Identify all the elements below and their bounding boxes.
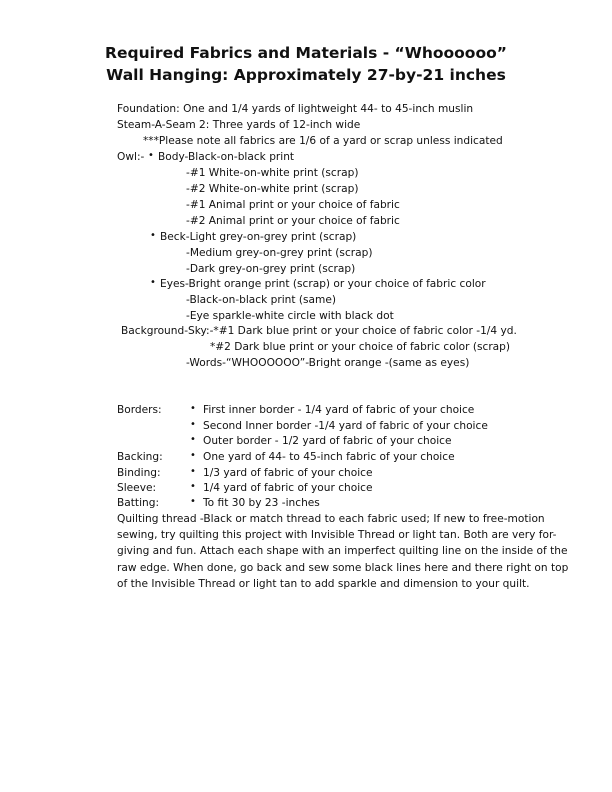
backing-value: One yard of 44- to 45-inch fabric of your choice (203, 451, 455, 463)
background-sky-line: Background-Sky:-*#1 Dark blue print or your choice of fabric color -1/4 yd. (121, 325, 517, 337)
bullet-icon: • (190, 403, 196, 414)
title-line-1: Required Fabrics and Materials - “Whoooooo” (105, 44, 507, 62)
sleeve-label: Sleeve: (117, 482, 157, 494)
title-line-2: Wall Hanging: Approximately 27-by-21 inches (106, 66, 506, 84)
bullet-icon: • (150, 230, 156, 241)
owl-label: Owl:- (117, 151, 145, 163)
bullet-icon: • (190, 419, 196, 430)
bullet-icon: • (190, 466, 196, 477)
owl-body-item: -#1 Animal print or your choice of fabric (186, 199, 400, 211)
borders-label: Borders: (117, 404, 162, 416)
owl-body-item: -#2 White-on-white print (scrap) (186, 183, 359, 195)
foundation-line: Foundation: One and 1/4 yards of lightweight 44- to 45-inch muslin (117, 103, 474, 115)
backing-label: Backing: (117, 451, 163, 463)
quilting-paragraph (117, 511, 569, 592)
owl-body-line: Body-Black-on-black print (158, 151, 295, 163)
bullet-icon: • (190, 481, 196, 492)
owl-body-item: -#2 Animal print or your choice of fabric (186, 215, 400, 227)
owl-beck-line: Beck-Light grey-on-grey print (scrap) (160, 231, 357, 243)
border-item: Outer border - 1/2 yard of fabric of your choice (203, 435, 452, 447)
words-line: -Words-“WHOOOOOO”-Bright orange -(same as eyes) (186, 357, 470, 369)
quilting-line: raw edge. When done, go back and sew some black lines here and there right on top (117, 561, 569, 574)
binding-label: Binding: (117, 467, 161, 479)
bullet-icon: • (150, 277, 156, 288)
quilting-line: Quilting thread -Black or match thread to each fabric used; If new to free-motion (117, 513, 545, 525)
quilting-line: giving and fun. Attach each shape with an imperfect quilting line on the inside of the (117, 545, 568, 558)
owl-beck-item: -Dark grey-on-grey print (scrap) (186, 263, 356, 275)
border-item: Second Inner border -1/4 yard of fabric of your choice (203, 420, 488, 432)
owl-eyes-line: Eyes-Bright orange print (scrap) or your choice of fabric color (160, 278, 486, 290)
owl-eyes-item: -Eye sparkle-white circle with black dot (186, 310, 394, 322)
owl-body-item: -#1 White-on-white print (scrap) (186, 167, 359, 179)
batting-value: To fit 30 by 23 -inches (203, 497, 320, 509)
owl-beck-item: -Medium grey-on-grey print (scrap) (186, 247, 373, 259)
background-sky-line-2: *#2 Dark blue print or your choice of fabric color (scrap) (210, 341, 511, 353)
bullet-icon: • (190, 496, 196, 507)
batting-label: Batting: (117, 497, 160, 509)
quilting-line: sewing, try quilting this project with Invisible Thread or light tan. Both are very for- (117, 529, 557, 542)
bullet-icon: • (190, 450, 196, 461)
binding-value: 1/3 yard of fabric of your choice (203, 467, 373, 479)
steam-a-seam-line: Steam-A-Seam 2: Three yards of 12-inch wide (117, 119, 361, 131)
bullet-icon: • (190, 434, 196, 445)
quilting-line: of the Invisible Thread or light tan to add sparkle and dimension to your quilt. (117, 577, 530, 590)
fabric-note: ***Please note all fabrics are 1/6 of a yard or scrap unless indicated (143, 135, 503, 147)
bullet-icon: • (148, 150, 154, 161)
owl-eyes-item: -Black-on-black print (same) (186, 294, 337, 306)
sleeve-value: 1/4 yard of fabric of your choice (203, 482, 373, 494)
border-item: First inner border - 1/4 yard of fabric of your choice (203, 404, 475, 416)
